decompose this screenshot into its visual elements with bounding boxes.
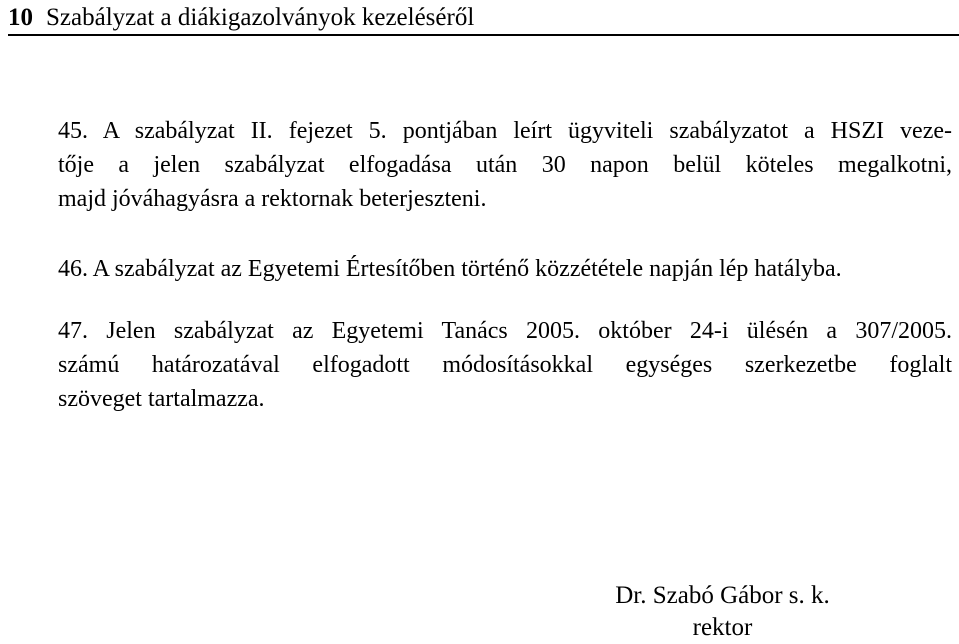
paragraph-46 [58, 252, 952, 286]
paragraph-47 [58, 314, 952, 416]
page-header [8, 4, 959, 36]
paragraph-45-line-1: 45. A szabályzat II. fejezet 5. pontjában leírt ügyviteli szabályzatot a HSZI veze- [58, 118, 952, 144]
paragraph-47-line-2: számú határozatával elfogadott módosításokkal egységes szerkezetbe foglalt [58, 352, 952, 378]
paragraph-45 [58, 114, 952, 216]
paragraph-45-line-3: majd jóváhagyásra a rektornak beterjeszteni. [58, 186, 487, 212]
signatory-title: rektor [692, 614, 753, 641]
paragraph-45-line-2: tője a jelen szabályzat elfogadása után 30 napon belül köteles megalkotni, [58, 152, 952, 178]
signature-block [599, 580, 846, 644]
paragraph-46-line-1: 46. A szabályzat az Egyetemi Értesítőben történő közzététele napján lép hatályba. [58, 256, 842, 282]
chapter-title: Szabályzat a diákigazolványok kezeléséről [46, 4, 475, 31]
signatory-name: Dr. Szabó Gábor s. k. [615, 582, 830, 609]
paragraph-47-line-3: szöveget tartalmazza. [58, 386, 265, 412]
paragraph-47-line-1: 47. Jelen szabályzat az Egyetemi Tanács 2005. október 24-i ülésén a 307/2005. [58, 318, 952, 344]
page-number: 10 [8, 4, 33, 31]
